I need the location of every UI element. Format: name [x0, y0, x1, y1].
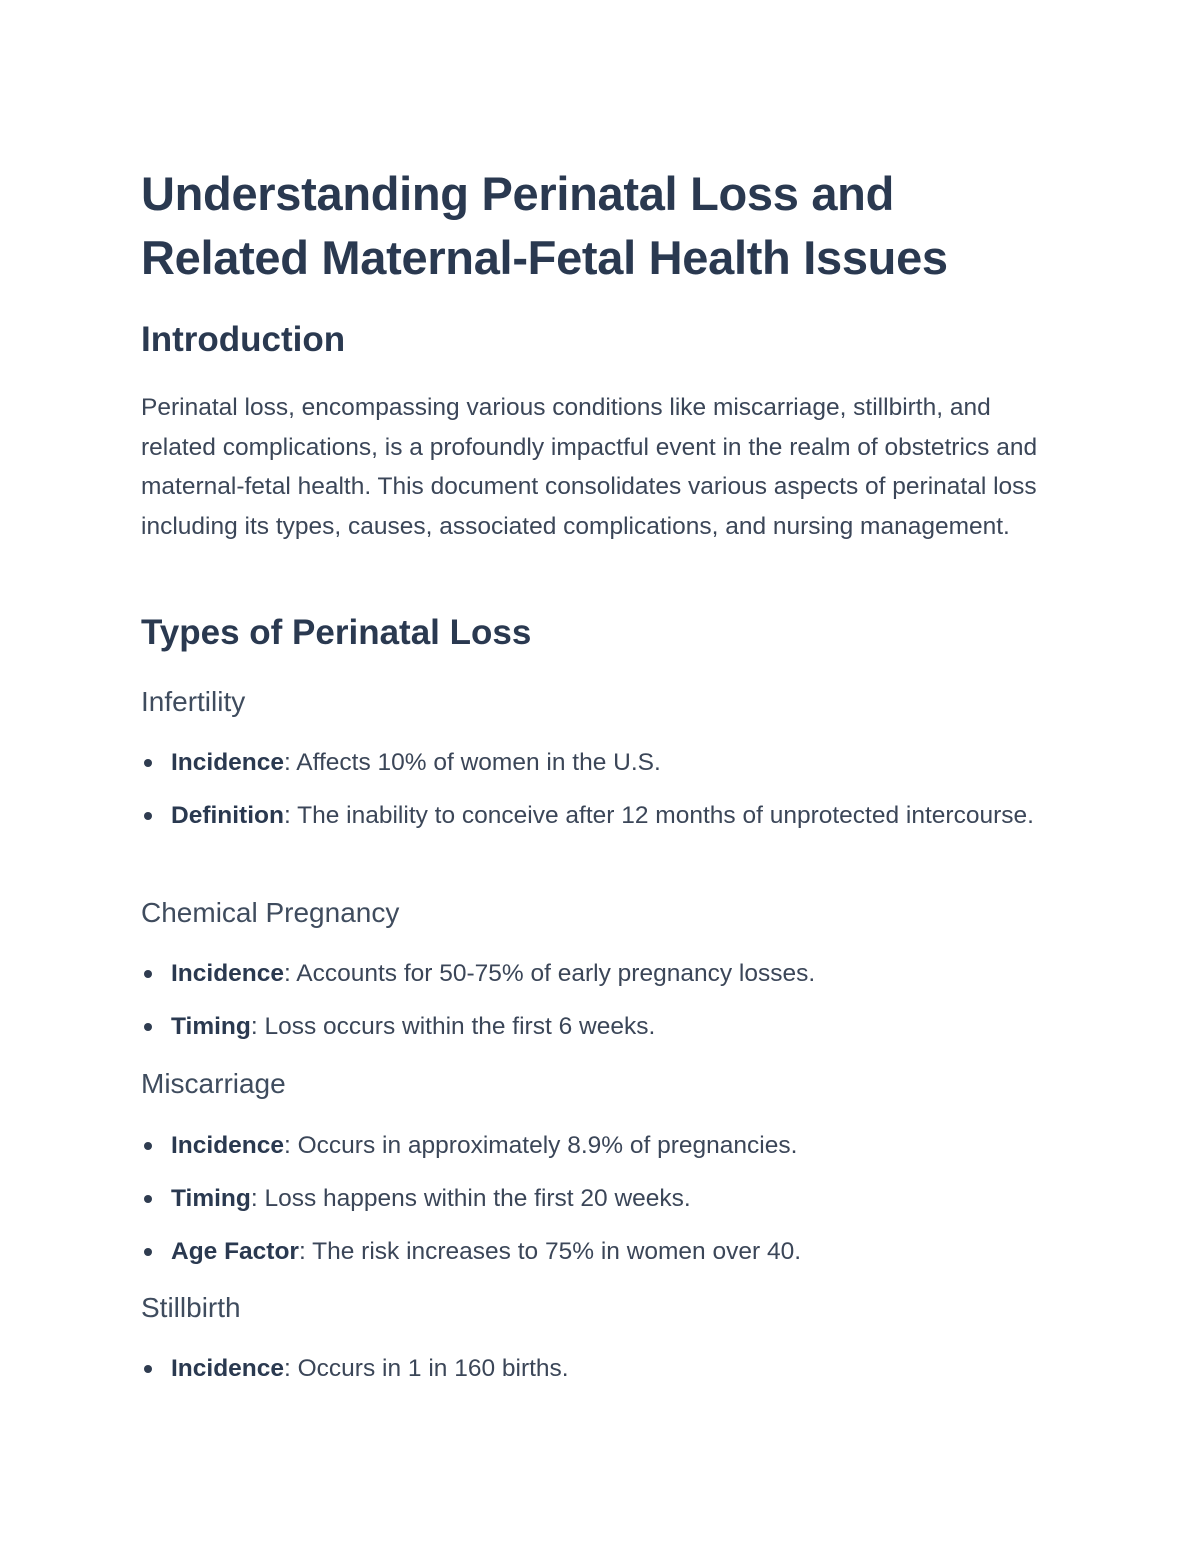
- bullet-icon: [144, 1142, 152, 1150]
- item-text: : Affects 10% of women in the U.S.: [284, 749, 661, 776]
- list-item: [141, 743, 1041, 783]
- item-text: : Occurs in approximately 8.9% of pregnancies.: [284, 1132, 798, 1159]
- list-item: [141, 796, 1041, 836]
- list-item: [141, 1232, 1041, 1272]
- list-item: [141, 1007, 1041, 1047]
- list-item: [141, 1349, 1041, 1389]
- list-item: [141, 1126, 1041, 1166]
- section-heading-introduction: Introduction: [141, 320, 346, 359]
- bullet-icon: [144, 1195, 152, 1203]
- item-text: : Occurs in 1 in 160 births.: [284, 1355, 569, 1382]
- miscarriage-list: [141, 1126, 1041, 1285]
- list-item: [141, 1179, 1041, 1219]
- introduction-paragraph: Perinatal loss, encompassing various conditions like miscarriage, stillbirth, and related complications, is a profoundly impactful event in the realm of obstetrics and maternal-fetal health. This document consolidates various aspects of perinatal loss including its types, causes, associated complications, and nursing management.: [141, 394, 1038, 540]
- stillbirth-list: [141, 1349, 1041, 1402]
- item-label: Definition: [171, 802, 284, 829]
- item-text: : Accounts for 50-75% of early pregnancy losses.: [284, 960, 816, 987]
- bullet-icon: [144, 812, 152, 820]
- bullet-icon: [144, 1248, 152, 1256]
- subheading-stillbirth: Stillbirth: [141, 1292, 241, 1323]
- bullet-icon: [144, 970, 152, 978]
- section-heading-types: Types of Perinatal Loss: [141, 613, 532, 652]
- bullet-icon: [144, 1365, 152, 1373]
- bullet-icon: [144, 1023, 152, 1031]
- item-label: Incidence: [171, 1355, 285, 1382]
- chemical-pregnancy-list: [141, 954, 1041, 1060]
- document-title: Understanding Perinatal Loss and Related Maternal-Fetal Health Issues: [141, 167, 948, 284]
- item-label: Incidence: [171, 960, 285, 987]
- subheading-chemical-pregnancy: Chemical Pregnancy: [141, 897, 400, 928]
- infertility-list: [141, 743, 1041, 849]
- item-label: Timing: [171, 1013, 251, 1040]
- subheading-miscarriage: Miscarriage: [141, 1068, 286, 1099]
- subheading-infertility: Infertility: [141, 686, 246, 717]
- item-text: : Loss happens within the first 20 weeks.: [250, 1185, 691, 1212]
- item-label: Incidence: [171, 749, 285, 776]
- item-label: Timing: [171, 1185, 251, 1212]
- item-label: Age Factor: [171, 1238, 299, 1265]
- bullet-icon: [144, 759, 152, 767]
- item-label: Incidence: [171, 1132, 285, 1159]
- list-item: [141, 954, 1041, 994]
- item-text: : The risk increases to 75% in women over 40.: [298, 1238, 802, 1265]
- item-text: : The inability to conceive after 12 months of unprotected intercourse.: [283, 802, 1034, 829]
- item-text: : Loss occurs within the first 6 weeks.: [250, 1013, 656, 1040]
